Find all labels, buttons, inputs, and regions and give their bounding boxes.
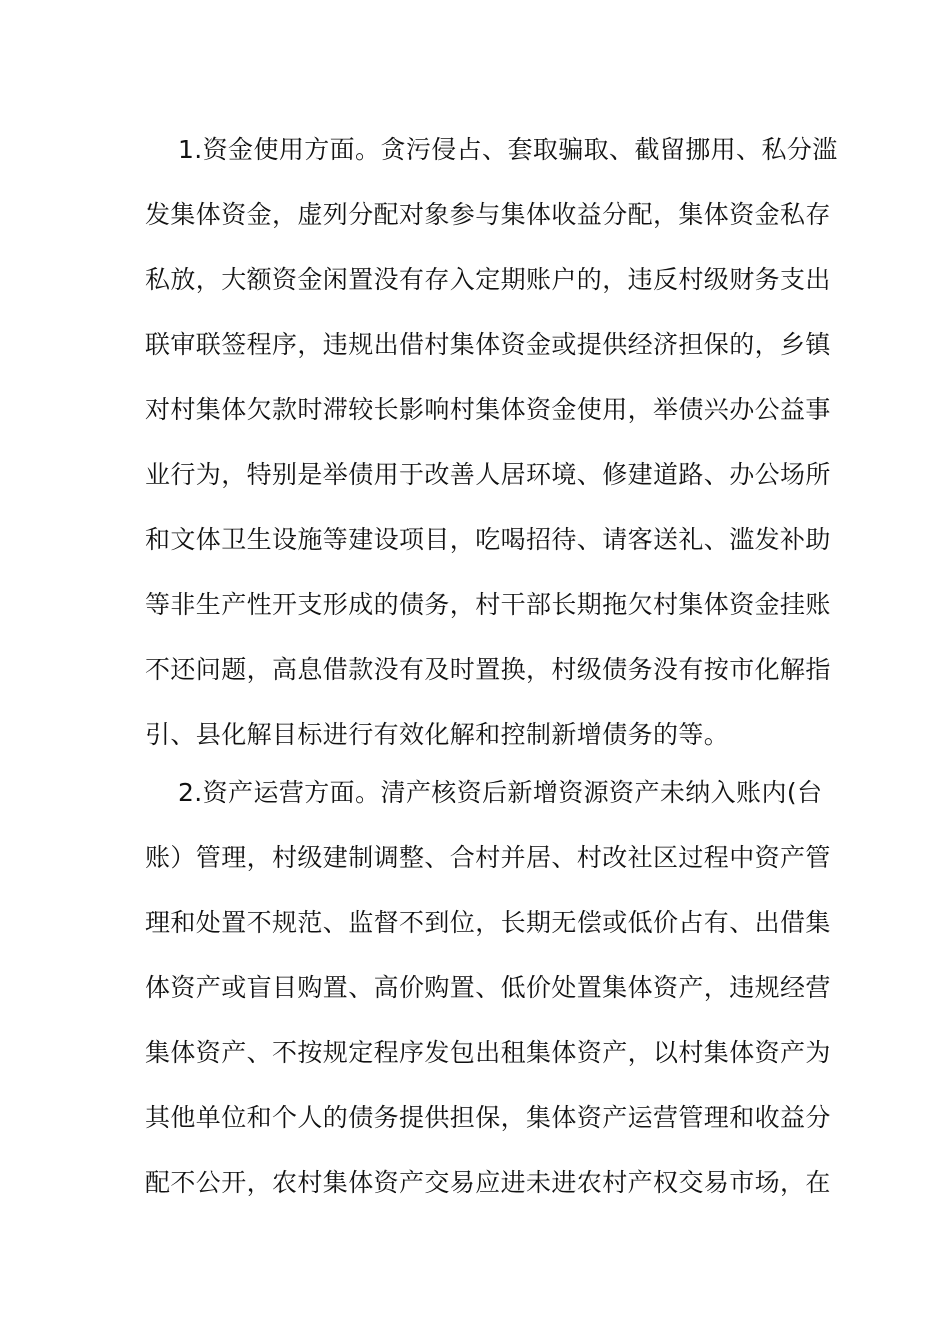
- paragraph-line: 私放，大额资金闲置没有存入定期账户的，违反村级财务支出: [145, 265, 831, 294]
- paragraph-line: 体资产或盲目购置、高价购置、低价处置集体资产，违规经营: [145, 973, 831, 1002]
- paragraph-line: 等非生产性开支形成的债务，村干部长期拖欠村集体资金挂账: [145, 590, 831, 619]
- paragraph-line: 理和处置不规范、监督不到位，长期无偿或低价占有、出借集: [145, 908, 831, 937]
- paragraph-line: 引、县化解目标进行有效化解和控制新增债务的等。: [145, 720, 730, 749]
- paragraph-line: 1.资金使用方面。贪污侵占、套取骗取、截留挪用、私分滥: [178, 135, 838, 164]
- paragraph-line: 不还问题，高息借款没有及时置换，村级债务没有按市化解指: [145, 655, 831, 684]
- paragraph-line: 联审联签程序，违规出借村集体资金或提供经济担保的，乡镇: [145, 330, 831, 359]
- paragraph-line: 和文体卫生设施等建设项目，吃喝招待、请客送礼、滥发补助: [145, 525, 831, 554]
- paragraph-line: 配不公开，农村集体资产交易应进未进农村产权交易市场，在: [145, 1168, 831, 1197]
- paragraph-line: 账）管理，村级建制调整、合村并居、村改社区过程中资产管: [145, 843, 831, 872]
- paragraph-line: 集体资产、不按规定程序发包出租集体资产，以村集体资产为: [145, 1038, 831, 1067]
- paragraph-line: 其他单位和个人的债务提供担保，集体资产运营管理和收益分: [145, 1103, 831, 1132]
- paragraph-line: 对村集体欠款时滞较长影响村集体资金使用，举债兴办公益事: [145, 395, 831, 424]
- paragraph-line: 业行为，特别是举债用于改善人居环境、修建道路、办公场所: [145, 460, 831, 489]
- paragraph-line: 发集体资金，虚列分配对象参与集体收益分配，集体资金私存: [145, 200, 831, 229]
- paragraph-line: 2.资产运营方面。清产核资后新增资源资产未纳入账内(台: [178, 778, 823, 807]
